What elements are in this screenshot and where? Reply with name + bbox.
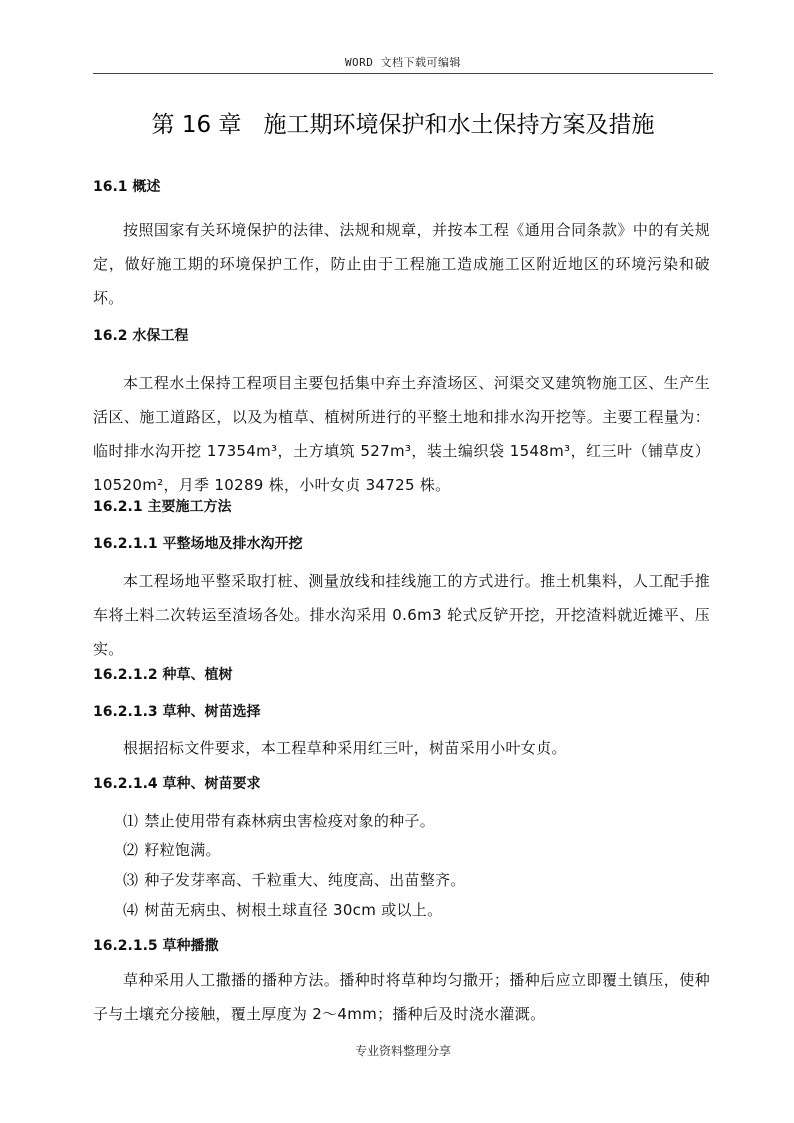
list-marker: ⑶ [123,871,139,889]
section-heading-16-2: 16.2 水保工程 [93,328,189,344]
section-body-16-2-1-5: 草种采用人工撒播的播种方法。播种时将草种均匀撒开；播种后应立即覆土镇压，使种子与土壤充分接触，覆土厚度为 2～4mm；播种后及时浇水灌溉。 [93,971,710,1023]
list-item-text: 禁止使用带有森林病虫害检疫对象的种子。 [144,812,436,830]
list-item [123,869,466,891]
section-heading-16-2-1-1: 16.2.1.1 平整场地及排水沟开挖 [93,536,303,552]
list-marker: ⑷ [123,901,139,919]
list-item-text: 树苗无病虫、树根土球直径 30cm 或以上。 [144,901,443,919]
section-heading-16-2-1: 16.2.1 主要施工方法 [93,499,232,515]
list-item-text: 籽粒饱满。 [144,841,221,859]
list-item [123,810,435,832]
chapter-number: 第 16 章 [151,112,242,138]
section-body-16-2-1-1: 本工程场地平整采取打桩、测量放线和挂线施工的方式进行。推土机集料，人工配手推车将土料二次转运至渣场各处。排水沟采用 0.6m3 轮式反铲开挖，开挖渣料就近摊平、压实。 [93,572,710,658]
list-item [123,899,442,921]
list-item [123,839,221,861]
page-footer: 专业资料整理分享 [354,1044,451,1058]
chapter-title-text: 施工期环境保护和水土保持方案及措施 [263,112,655,138]
section-heading-16-2-1-5: 16.2.1.5 草种播撒 [93,938,219,954]
section-heading-16-2-1-4: 16.2.1.4 草种、树苗要求 [93,776,261,792]
list-marker: ⑵ [123,841,139,859]
section-heading-16-2-1-2: 16.2.1.2 种草、植树 [93,667,233,683]
section-heading-16-1: 16.1 概述 [93,179,161,195]
section-body-16-2-1-3: 根据招标文件要求，本工程草种采用红三叶，树苗采用小叶女贞。 [123,739,567,757]
section-body-16-1: 按照国家有关环境保护的法律、法规和规章，并按本工程《通用合同条款》中的有关规定，做好施工期的环境保护工作，防止由于工程施工造成施工区附近地区的环境污染和破坏。 [93,221,710,307]
list-marker: ⑴ [123,812,139,830]
chapter-title [93,108,713,142]
list-item-text: 种子发芽率高、千粒重大、纯度高、出苗整齐。 [144,871,466,889]
section-heading-16-2-1-3: 16.2.1.3 草种、树苗选择 [93,704,261,720]
section-body-16-2: 本工程水土保持工程项目主要包括集中弃土弃渣场区、河渠交叉建筑物施工区、生产生活区、施工道路区，以及为植草、植树所进行的平整土地和排水沟开挖等。主要工程量为：临时排水沟开挖 17354m³，土方填筑 527m³，装土编织袋 1548m³，红三叶（铺草皮）10520m²，月季 10289 株，小叶女贞 34725 株。 [93,374,710,494]
page-header: WORD 文档下载可编辑 [93,55,713,74]
